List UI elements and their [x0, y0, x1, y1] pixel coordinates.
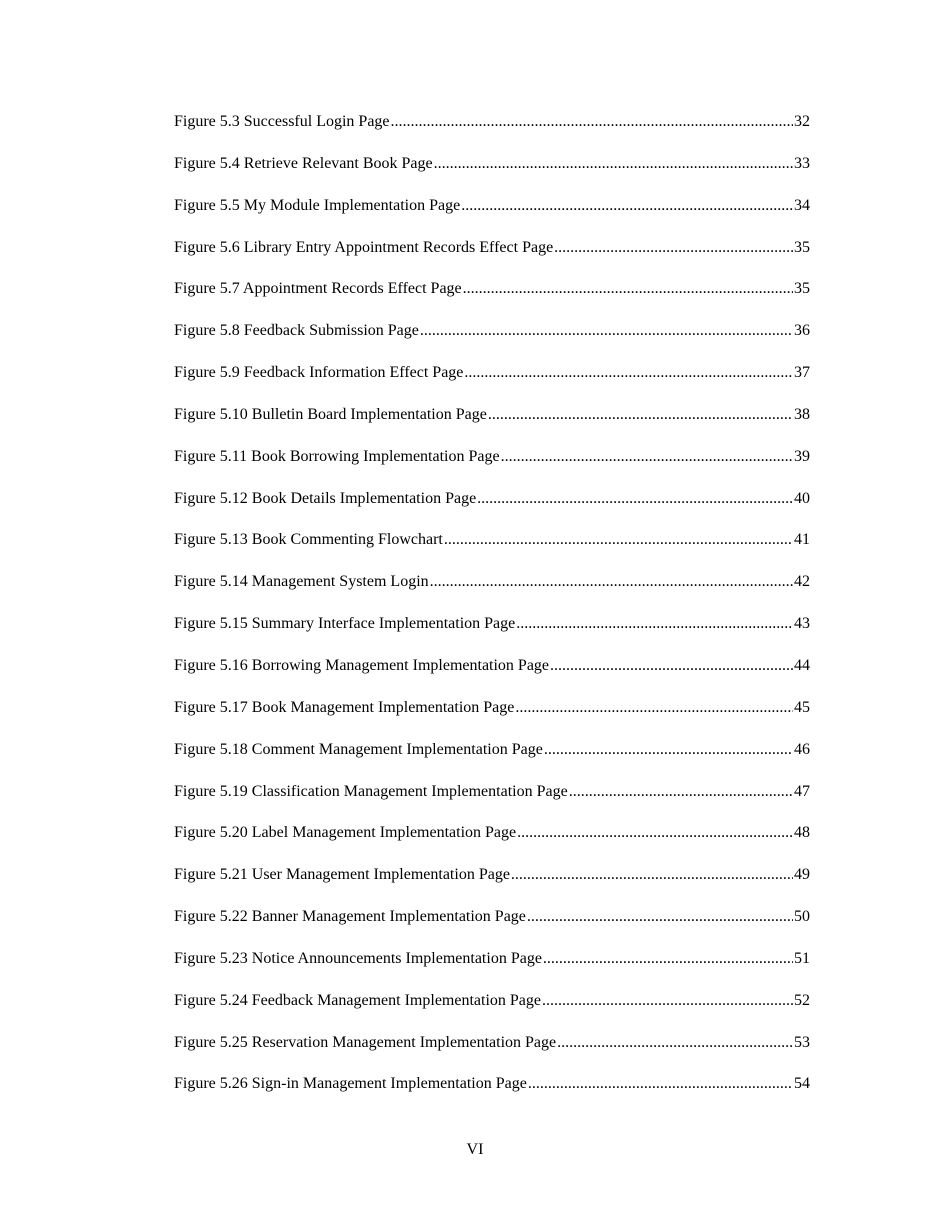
- toc-entry[interactable]: [174, 572, 810, 614]
- toc-entry-page-number: 49: [794, 866, 810, 884]
- toc-entry[interactable]: [174, 112, 810, 154]
- toc-entry-label: Figure 5.16 Borrowing Management Implementation Page: [174, 656, 550, 674]
- toc-entry[interactable]: [174, 1074, 810, 1116]
- toc-entry-label: Figure 5.7 Appointment Records Effect Page: [174, 280, 462, 298]
- toc-entry-page-number: 37: [794, 364, 810, 382]
- toc-entry-page-number: 40: [794, 489, 810, 507]
- toc-entry-label: Figure 5.3 Successful Login Page: [174, 113, 390, 130]
- toc-entry[interactable]: [174, 363, 810, 405]
- dot-leader: [543, 949, 793, 969]
- toc-entry[interactable]: [174, 196, 810, 238]
- dot-leader: [515, 698, 793, 718]
- toc-entry-page-number: 48: [794, 824, 810, 842]
- toc-entry-label: Figure 5.20 Label Management Implementation Page: [174, 824, 517, 842]
- toc-entry[interactable]: [174, 907, 810, 949]
- toc-entry-label: Figure 5.13 Book Commenting Flowchart: [174, 531, 443, 549]
- toc-entry-page-number: 46: [794, 740, 810, 758]
- toc-entry-page-number: 53: [794, 1033, 810, 1051]
- dot-leader: [461, 196, 793, 216]
- toc-entry-label: Figure 5.11 Book Borrowing Implementation Page: [174, 447, 500, 465]
- dot-leader: [477, 489, 793, 509]
- toc-entry-label: Figure 5.8 Feedback Submission Page: [174, 322, 419, 340]
- toc-entry-label: Figure 5.21 User Management Implementation Page: [174, 866, 510, 884]
- toc-entry-label: Figure 5.23 Notice Announcements Implementation Page: [174, 949, 542, 967]
- toc-entry-label: Figure 5.12 Book Details Implementation Page: [174, 489, 477, 507]
- dot-leader: [463, 279, 793, 299]
- toc-entry-label: Figure 5.6 Library Entry Appointment Records Effect Page: [174, 238, 554, 256]
- toc-entry-label: Figure 5.19 Classification Management Implementation Page: [174, 782, 568, 800]
- toc-entry-page-number: 39: [794, 447, 810, 465]
- toc-entry-label: Figure 5.17 Book Management Implementation Page: [174, 698, 515, 716]
- dot-leader: [516, 614, 793, 634]
- toc-entry[interactable]: [174, 489, 810, 531]
- toc-entry[interactable]: [174, 949, 810, 991]
- toc-entry-label: Figure 5.24 Feedback Management Implementation Page: [174, 991, 542, 1009]
- toc-entry[interactable]: [174, 740, 810, 782]
- toc-entry-label: Figure 5.25 Reservation Management Implementation Page: [174, 1033, 557, 1051]
- toc-entry-page-number: 32: [794, 113, 810, 130]
- toc-entry-page-number: 50: [794, 908, 810, 926]
- toc-entry-label: Figure 5.4 Retrieve Relevant Book Page: [174, 154, 433, 172]
- toc-entry-page-number: 51: [794, 949, 810, 967]
- toc-entry-label: Figure 5.9 Feedback Information Effect Page: [174, 364, 464, 382]
- toc-entry-page-number: 52: [794, 991, 810, 1009]
- dot-leader: [511, 865, 793, 885]
- dot-leader: [528, 1074, 793, 1094]
- toc-entry-page-number: 54: [794, 1075, 810, 1093]
- toc-entry-page-number: 36: [794, 322, 810, 340]
- dot-leader: [420, 321, 793, 341]
- dot-leader: [464, 363, 793, 383]
- toc-entry[interactable]: [174, 656, 810, 698]
- toc-entry[interactable]: [174, 405, 810, 447]
- toc-entry[interactable]: [174, 614, 810, 656]
- toc-entry-label: Figure 5.10 Bulletin Board Implementation Page: [174, 405, 487, 423]
- list-of-figures: [174, 112, 810, 1116]
- toc-entry-page-number: 41: [794, 531, 810, 549]
- toc-entry[interactable]: [174, 698, 810, 740]
- toc-entry-page-number: 47: [794, 782, 810, 800]
- toc-entry-label: Figure 5.22 Banner Management Implementation Page: [174, 908, 526, 926]
- toc-entry[interactable]: [174, 447, 810, 489]
- toc-entry-page-number: 44: [794, 656, 810, 674]
- dot-leader: [434, 154, 793, 174]
- toc-entry-page-number: 35: [794, 280, 810, 298]
- toc-entry-page-number: 43: [794, 615, 810, 633]
- dot-leader: [488, 405, 793, 425]
- dot-leader: [517, 823, 793, 843]
- toc-entry[interactable]: [174, 530, 810, 572]
- toc-entry[interactable]: [174, 782, 810, 824]
- toc-entry[interactable]: [174, 238, 810, 280]
- dot-leader: [542, 991, 793, 1011]
- dot-leader: [444, 530, 793, 550]
- toc-entry-label: Figure 5.18 Comment Management Implementation Page: [174, 740, 543, 758]
- toc-entry[interactable]: [174, 823, 810, 865]
- dot-leader: [501, 447, 793, 467]
- toc-entry-page-number: 45: [794, 698, 810, 716]
- toc-entry-label: Figure 5.14 Management System Login: [174, 573, 429, 591]
- dot-leader: [550, 656, 793, 676]
- toc-entry[interactable]: [174, 154, 810, 196]
- toc-entry-page-number: 35: [794, 238, 810, 256]
- toc-entry-page-number: 42: [794, 573, 810, 591]
- toc-entry-page-number: 33: [794, 154, 810, 172]
- dot-leader: [569, 782, 793, 802]
- dot-leader: [544, 740, 793, 760]
- toc-entry-label: Figure 5.15 Summary Interface Implementation Page: [174, 615, 516, 633]
- toc-entry[interactable]: [174, 321, 810, 363]
- toc-entry[interactable]: [174, 279, 810, 321]
- dot-leader: [430, 572, 793, 592]
- dot-leader: [391, 112, 793, 132]
- toc-entry-page-number: 34: [794, 196, 810, 214]
- dot-leader: [554, 238, 793, 258]
- toc-entry-page-number: 38: [794, 405, 810, 423]
- toc-entry[interactable]: [174, 865, 810, 907]
- toc-entry[interactable]: [174, 1033, 810, 1075]
- toc-entry-label: Figure 5.26 Sign-in Management Implementation Page: [174, 1075, 527, 1093]
- toc-entry-label: Figure 5.5 My Module Implementation Page: [174, 196, 461, 214]
- dot-leader: [527, 907, 793, 927]
- toc-entry[interactable]: [174, 991, 810, 1033]
- dot-leader: [557, 1033, 793, 1053]
- page-number: VI: [466, 1141, 484, 1158]
